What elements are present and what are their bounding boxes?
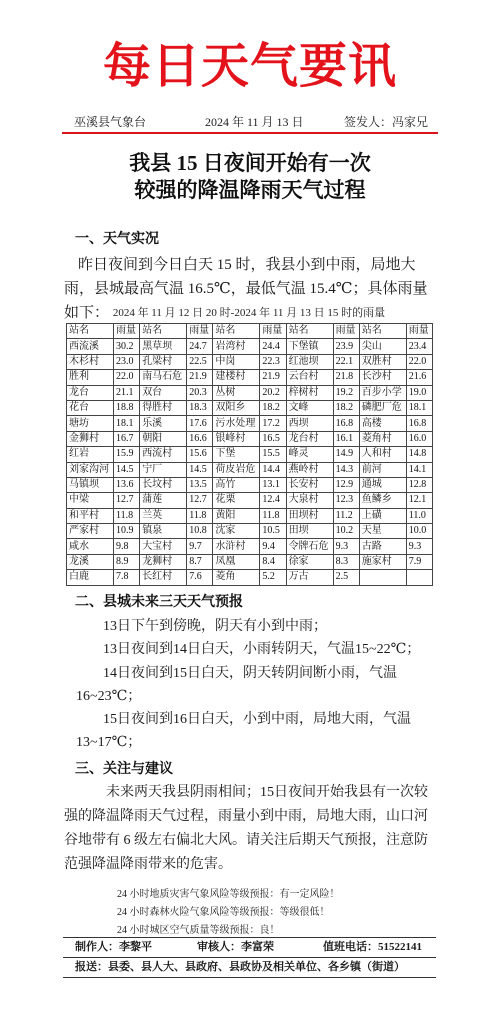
rainfall-cell: 7.6 bbox=[187, 570, 213, 585]
rainfall-cell: 8.7 bbox=[187, 554, 213, 569]
station-name-cell: 高楼 bbox=[359, 416, 406, 431]
rainfall-cell: 14.8 bbox=[406, 447, 432, 462]
station-name-cell: 百步小学 bbox=[359, 385, 406, 400]
station-name-cell: 下堡 bbox=[213, 447, 260, 462]
station-name-cell: 前河 bbox=[359, 462, 406, 477]
station-name-cell: 长坟村 bbox=[140, 477, 187, 492]
rainfall-cell: 12.8 bbox=[406, 477, 432, 492]
header-station: 站名 bbox=[140, 324, 187, 339]
distribution bbox=[63, 958, 436, 978]
rainfall-cell: 10.9 bbox=[114, 524, 140, 539]
station-name-cell: 南马石危 bbox=[140, 370, 187, 385]
station-name-cell: 长红村 bbox=[140, 570, 187, 585]
rainfall-cell: 21.8 bbox=[333, 370, 359, 385]
table-row bbox=[67, 339, 433, 354]
section-heading-forecast: 二、县城未来三天天气预报 bbox=[75, 595, 243, 610]
rainfall-cell: 23.4 bbox=[406, 339, 432, 354]
station-name-cell: 朝阳 bbox=[140, 431, 187, 446]
station-name-cell: 龙台村 bbox=[286, 431, 333, 446]
risk-forecasts bbox=[117, 886, 340, 940]
air-quality-forecast: 24 小时城区空气质量等级预报：良！ bbox=[117, 925, 280, 936]
station-name-cell: 天星 bbox=[359, 524, 406, 539]
rainfall-cell: 16.1 bbox=[333, 431, 359, 446]
station-name-cell: 长安村 bbox=[286, 477, 333, 492]
station-name-cell: 古路 bbox=[359, 539, 406, 554]
station-name-cell: 水浒村 bbox=[213, 539, 260, 554]
forecast-item: 13日夜间到14日白天，小雨转阴天，气温15~22℃； bbox=[103, 642, 421, 658]
rainfall-cell: 18.2 bbox=[260, 400, 286, 415]
station-name-cell: 西流村 bbox=[140, 447, 187, 462]
station-name-cell: 污水处理 bbox=[213, 416, 260, 431]
rainfall-cell: 9.4 bbox=[260, 539, 286, 554]
station-name-cell: 云台村 bbox=[286, 370, 333, 385]
headline-line-2: 较强的降温降雨天气过程 bbox=[134, 178, 366, 202]
rainfall-cell: 9.3 bbox=[406, 539, 432, 554]
rainfall-cell: 21.9 bbox=[187, 370, 213, 385]
station-name-cell: 西坝 bbox=[286, 416, 333, 431]
station-name-cell: 上磺 bbox=[359, 508, 406, 523]
station-name-cell bbox=[359, 570, 406, 585]
signer: 签发人：冯家兄 bbox=[343, 115, 428, 129]
station-name-cell: 龙台 bbox=[67, 385, 114, 400]
station-name-cell: 大泉村 bbox=[286, 493, 333, 508]
station-name-cell: 梓树村 bbox=[286, 385, 333, 400]
rainfall-cell: 18.1 bbox=[114, 416, 140, 431]
station-name-cell: 乐溪 bbox=[140, 416, 187, 431]
rainfall-table-caption: 2024 年 11 月 12 日 20 时-2024 年 11 月 13 日 15 时的雨量 bbox=[112, 307, 386, 319]
rainfall-cell: 18.3 bbox=[187, 400, 213, 415]
headline-line-1: 我县 15 日夜间开始有一次 bbox=[129, 151, 371, 175]
rainfall-cell: 15.9 bbox=[114, 447, 140, 462]
table-row bbox=[67, 447, 433, 462]
issuer: 巫溪县气象台 bbox=[74, 115, 147, 129]
rainfall-cell: 16.8 bbox=[333, 416, 359, 431]
station-name-cell: 沈家 bbox=[213, 524, 260, 539]
header-rainfall: 雨量 bbox=[187, 324, 213, 339]
station-name-cell: 西流溪 bbox=[67, 339, 114, 354]
rainfall-cell: 13.6 bbox=[114, 477, 140, 492]
table-body bbox=[67, 339, 433, 585]
table-row bbox=[67, 524, 433, 539]
rainfall-cell: 2.5 bbox=[333, 570, 359, 585]
rainfall-cell: 11.0 bbox=[406, 508, 432, 523]
header-station: 站名 bbox=[67, 324, 114, 339]
header-rainfall: 雨量 bbox=[114, 324, 140, 339]
rainfall-cell: 22.0 bbox=[406, 354, 432, 369]
rainfall-cell: 18.2 bbox=[333, 400, 359, 415]
station-name-cell: 花栗 bbox=[213, 493, 260, 508]
duty-phone: 值班电话：51522141 bbox=[323, 941, 422, 953]
headline bbox=[0, 150, 500, 204]
rainfall-cell: 16.7 bbox=[114, 431, 140, 446]
station-name-cell: 木杉村 bbox=[67, 354, 114, 369]
rainfall-cell: 19.2 bbox=[333, 385, 359, 400]
table-row bbox=[67, 462, 433, 477]
observations-paragraph: 昨日夜间到今日白天 15 时，我县小到中雨，局地大雨，县城最高气温 16.5℃，最低气温 15.4℃；具体雨量如下： bbox=[64, 257, 428, 321]
rainfall-cell: 20.3 bbox=[187, 385, 213, 400]
rainfall-cell: 10.0 bbox=[406, 524, 432, 539]
station-name-cell: 田坝 bbox=[286, 524, 333, 539]
rainfall-cell: 14.9 bbox=[333, 447, 359, 462]
station-name-cell: 黄阳 bbox=[213, 508, 260, 523]
rainfall-cell: 22.1 bbox=[333, 354, 359, 369]
rainfall-cell: 17.6 bbox=[187, 416, 213, 431]
table-header-row bbox=[67, 324, 433, 339]
rainfall-cell: 9.8 bbox=[114, 539, 140, 554]
advice-paragraph: 未来两天我县阴雨相间；15日夜间开始我县有一次较强的降温降雨天气过程，雨量小到中雨，局地大雨，山口河谷地带有 6 级左右偏北大风。请关注后期天气预报，注意防范强降温降雨带来的危害。 bbox=[64, 785, 428, 872]
station-name-cell: 高竹 bbox=[213, 477, 260, 492]
station-name-cell: 燕岭村 bbox=[286, 462, 333, 477]
rainfall-cell: 21.1 bbox=[114, 385, 140, 400]
table-row bbox=[67, 477, 433, 492]
station-name-cell: 令牌石危 bbox=[286, 539, 333, 554]
station-name-cell: 黑草坝 bbox=[140, 339, 187, 354]
station-name-cell: 和平村 bbox=[67, 508, 114, 523]
rainfall-cell: 14.5 bbox=[114, 462, 140, 477]
forecast-item: 14日夜间到15日白天，阴天转阴间断小雨，气温16~23℃； bbox=[76, 665, 397, 704]
station-name-cell: 花台 bbox=[67, 400, 114, 415]
station-name-cell: 施家村 bbox=[359, 554, 406, 569]
station-name-cell: 严家村 bbox=[67, 524, 114, 539]
rainfall-cell: 14.3 bbox=[333, 462, 359, 477]
rainfall-cell: 19.0 bbox=[406, 385, 432, 400]
maker: 制作人：李黎平 bbox=[75, 941, 152, 953]
station-name-cell: 菱角村 bbox=[359, 431, 406, 446]
station-name-cell: 文峰 bbox=[286, 400, 333, 415]
station-name-cell: 红池坝 bbox=[286, 354, 333, 369]
rainfall-cell: 18.8 bbox=[114, 400, 140, 415]
rainfall-cell: 13.5 bbox=[187, 477, 213, 492]
station-name-cell: 丛树 bbox=[213, 385, 260, 400]
rainfall-cell: 10.2 bbox=[333, 524, 359, 539]
station-name-cell: 兰英 bbox=[140, 508, 187, 523]
station-name-cell: 峰灵 bbox=[286, 447, 333, 462]
issue-date: 2024 年 11 月 13 日 bbox=[205, 115, 304, 129]
header-station: 站名 bbox=[213, 324, 260, 339]
rainfall-cell: 16.5 bbox=[260, 431, 286, 446]
station-name-cell: 双胜村 bbox=[359, 354, 406, 369]
station-name-cell: 建楼村 bbox=[213, 370, 260, 385]
station-name-cell: 荷皮岩危 bbox=[213, 462, 260, 477]
rainfall-cell: 22.5 bbox=[187, 354, 213, 369]
rainfall-cell: 5.2 bbox=[260, 570, 286, 585]
rainfall-cell: 23.9 bbox=[333, 339, 359, 354]
rainfall-cell: 7.9 bbox=[406, 554, 432, 569]
table-row bbox=[67, 554, 433, 569]
reviewer: 审核人：李富荣 bbox=[197, 941, 274, 953]
header-station: 站名 bbox=[359, 324, 406, 339]
rainfall-cell: 16.6 bbox=[187, 431, 213, 446]
forecast-item: 13日下午到傍晚，阴天有小到中雨； bbox=[103, 619, 327, 634]
station-name-cell: 刘家沟河 bbox=[67, 462, 114, 477]
section-heading-observations: 一、天气实况 bbox=[75, 232, 159, 247]
rainfall-cell: 21.6 bbox=[406, 370, 432, 385]
rainfall-cell: 8.3 bbox=[333, 554, 359, 569]
rainfall-cell: 14.5 bbox=[187, 462, 213, 477]
station-name-cell: 银峰村 bbox=[213, 431, 260, 446]
rainfall-cell: 16.8 bbox=[406, 416, 432, 431]
station-name-cell: 蒲莲 bbox=[140, 493, 187, 508]
rainfall-cell: 30.2 bbox=[114, 339, 140, 354]
rainfall-cell: 12.7 bbox=[114, 493, 140, 508]
rainfall-cell: 8.9 bbox=[114, 554, 140, 569]
station-name-cell: 龙狮村 bbox=[140, 554, 187, 569]
station-name-cell: 双台 bbox=[140, 385, 187, 400]
table-row bbox=[67, 416, 433, 431]
station-name-cell: 磷肥厂危 bbox=[359, 400, 406, 415]
rainfall-cell: 12.9 bbox=[333, 477, 359, 492]
rainfall-cell bbox=[406, 570, 432, 585]
rainfall-cell: 20.2 bbox=[260, 385, 286, 400]
rainfall-cell: 11.8 bbox=[187, 508, 213, 523]
rainfall-cell: 18.1 bbox=[406, 400, 432, 415]
station-name-cell: 人和村 bbox=[359, 447, 406, 462]
station-name-cell: 大宝村 bbox=[140, 539, 187, 554]
table-row bbox=[67, 570, 433, 585]
station-name-cell: 白鹿 bbox=[67, 570, 114, 585]
station-name-cell: 菱角 bbox=[213, 570, 260, 585]
section-heading-advice: 三、关注与建议 bbox=[75, 762, 173, 777]
table-row bbox=[67, 508, 433, 523]
rainfall-cell: 22.0 bbox=[114, 370, 140, 385]
rainfall-cell: 9.7 bbox=[187, 539, 213, 554]
station-name-cell: 通城 bbox=[359, 477, 406, 492]
rainfall-cell: 23.0 bbox=[114, 354, 140, 369]
footer-credits bbox=[63, 937, 436, 958]
forecast-item: 15日夜间到16日白天，小到中雨，局地大雨，气温13~17℃； bbox=[76, 712, 411, 751]
rainfall-cell: 13.1 bbox=[260, 477, 286, 492]
rainfall-cell: 14.4 bbox=[260, 462, 286, 477]
station-name-cell: 胜利 bbox=[67, 370, 114, 385]
rainfall-cell: 10.5 bbox=[260, 524, 286, 539]
station-name-cell: 龙溪 bbox=[67, 554, 114, 569]
header-divider bbox=[62, 132, 438, 134]
rainfall-cell: 21.9 bbox=[260, 370, 286, 385]
station-name-cell: 田坝村 bbox=[286, 508, 333, 523]
header-rainfall: 雨量 bbox=[406, 324, 432, 339]
distribution-text: 报送：县委、县人大、县政府、县政协及相关单位、各乡镇（街道） bbox=[75, 961, 405, 973]
forest-fire-risk: 24 小时森林火险气象风险等级预报：等级很低！ bbox=[117, 907, 330, 918]
station-name-cell: 孔梁村 bbox=[140, 354, 187, 369]
table-row bbox=[67, 370, 433, 385]
station-name-cell: 咸水 bbox=[67, 539, 114, 554]
header-rainfall: 雨量 bbox=[333, 324, 359, 339]
station-name-cell: 尖山 bbox=[359, 339, 406, 354]
rainfall-cell: 16.0 bbox=[406, 431, 432, 446]
rainfall-cell: 11.8 bbox=[114, 508, 140, 523]
rainfall-cell: 12.1 bbox=[406, 493, 432, 508]
station-name-cell: 凤凰 bbox=[213, 554, 260, 569]
table-row bbox=[67, 493, 433, 508]
station-name-cell: 岩湾村 bbox=[213, 339, 260, 354]
table-row bbox=[67, 400, 433, 415]
table-row bbox=[67, 385, 433, 400]
rainfall-cell: 14.1 bbox=[406, 462, 432, 477]
station-name-cell: 马镇坝 bbox=[67, 477, 114, 492]
station-name-cell: 中梁 bbox=[67, 493, 114, 508]
table-row bbox=[67, 539, 433, 554]
table-row bbox=[67, 431, 433, 446]
table-row bbox=[67, 354, 433, 369]
rainfall-cell: 17.2 bbox=[260, 416, 286, 431]
rainfall-cell: 9.3 bbox=[333, 539, 359, 554]
station-name-cell: 鱼鳞乡 bbox=[359, 493, 406, 508]
rainfall-cell: 15.5 bbox=[260, 447, 286, 462]
station-name-cell: 徐家 bbox=[286, 554, 333, 569]
rainfall-cell: 12.7 bbox=[187, 493, 213, 508]
rainfall-cell: 24.4 bbox=[260, 339, 286, 354]
station-name-cell: 长沙村 bbox=[359, 370, 406, 385]
rainfall-table bbox=[66, 323, 433, 586]
rainfall-cell: 7.8 bbox=[114, 570, 140, 585]
station-name-cell: 得胜村 bbox=[140, 400, 187, 415]
rainfall-cell: 15.6 bbox=[187, 447, 213, 462]
forecast-list bbox=[76, 615, 436, 755]
geohazard-risk: 24 小时地质灾害气象风险等级预报：有一定风险！ bbox=[117, 889, 340, 900]
station-name-cell: 金狮村 bbox=[67, 431, 114, 446]
rainfall-cell: 22.3 bbox=[260, 354, 286, 369]
rainfall-cell: 12.3 bbox=[333, 493, 359, 508]
rainfall-cell: 11.2 bbox=[333, 508, 359, 523]
rainfall-cell: 24.7 bbox=[187, 339, 213, 354]
rainfall-cell: 10.8 bbox=[187, 524, 213, 539]
station-name-cell: 下堡镇 bbox=[286, 339, 333, 354]
rainfall-cell: 8.4 bbox=[260, 554, 286, 569]
station-name-cell: 万古 bbox=[286, 570, 333, 585]
rainfall-cell: 11.8 bbox=[260, 508, 286, 523]
station-name-cell: 双阳乡 bbox=[213, 400, 260, 415]
station-name-cell: 红岩 bbox=[67, 447, 114, 462]
station-name-cell: 中岗 bbox=[213, 354, 260, 369]
header-station: 站名 bbox=[286, 324, 333, 339]
bulletin-title: 每日天气要讯 bbox=[102, 40, 397, 93]
rainfall-cell: 12.4 bbox=[260, 493, 286, 508]
station-name-cell: 塘坊 bbox=[67, 416, 114, 431]
station-name-cell: 宁厂 bbox=[140, 462, 187, 477]
header-rainfall: 雨量 bbox=[260, 324, 286, 339]
station-name-cell: 镇泉 bbox=[140, 524, 187, 539]
